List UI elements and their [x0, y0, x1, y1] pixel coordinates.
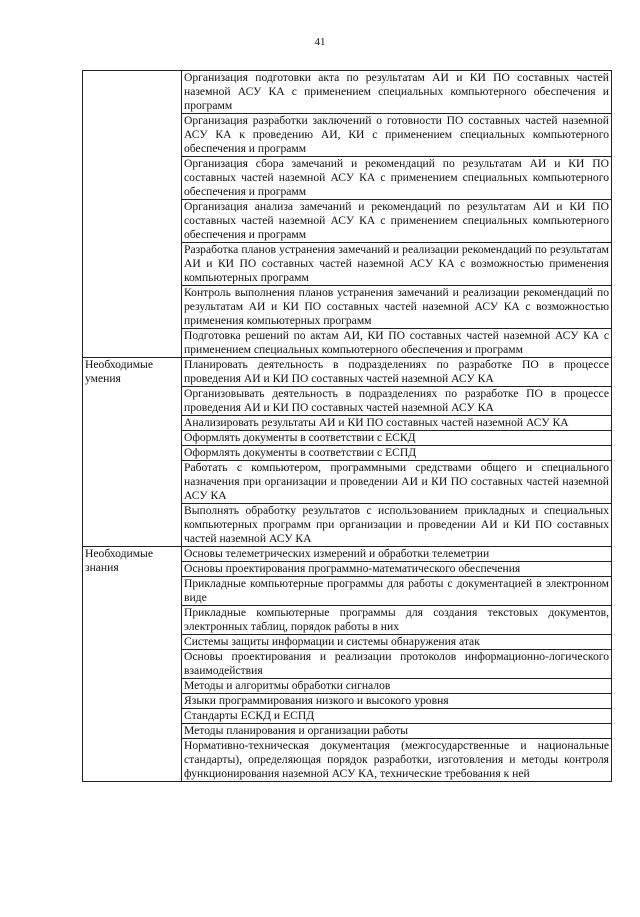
requirement-text: Организация сбора замечаний и рекомендаций по результатам АИ и КИ ПО составных частей наземной АСУ КА с применением специальных компьютерного обеспечения и программ: [182, 157, 612, 200]
requirement-text: Прикладные компьютерные программы для работы с документацией в электронном виде: [182, 577, 612, 606]
requirement-text: Основы проектирования программно-математического обеспечения: [182, 562, 612, 577]
requirement-text: Планировать деятельность в подразделениях по разработке ПО в процессе проведения АИ и КИ ПО составных частей наземной АСУ КА: [182, 358, 612, 387]
requirement-text: Основы проектирования и реализации протоколов информационно-логического взаимодействия: [182, 650, 612, 679]
section-label: Необходимые знания: [83, 547, 182, 782]
section-label: [83, 71, 182, 358]
requirement-text: Контроль выполнения планов устранения замечаний и реализации рекомендаций по результатам АИ и КИ ПО составных частей наземной АСУ КА с возможностью применения компьютерных программ: [182, 286, 612, 329]
requirement-text: Организация разработки заключений о готовности ПО составных частей наземной АСУ КА к проведению АИ, КИ с применением специальных компьютерного обеспечения и программ: [182, 114, 612, 157]
requirement-text: Разработка планов устранения замечаний и реализации рекомендаций по результатам АИ и КИ ПО составных частей наземной АСУ КА с возможностью применения компьютерных программ: [182, 243, 612, 286]
requirement-text: Методы планирования и организации работы: [182, 724, 612, 739]
requirement-text: Организация анализа замечаний и рекомендаций по результатам АИ и КИ ПО составных частей наземной АСУ КА с применением специальных компьютерного обеспечения и программ: [182, 200, 612, 243]
requirement-text: Оформлять документы в соответствии с ЕСКД: [182, 431, 612, 446]
requirement-text: Организовывать деятельность в подразделениях по разработке ПО в процессе проведения АИ и КИ ПО составных частей наземной АСУ КА: [182, 387, 612, 416]
requirement-text: Основы телеметрических измерений и обработки телеметрии: [182, 547, 612, 562]
competency-table: [82, 70, 612, 782]
requirement-text: Прикладные компьютерные программы для создания текстовых документов, электронных таблиц, порядок работы в них: [182, 606, 612, 635]
table-row: [83, 547, 612, 562]
requirement-text: Подготовка решений по актам АИ, КИ ПО составных частей наземной АСУ КА с применением специальных компьютерного обеспечения и программ: [182, 329, 612, 358]
requirement-text: Языки программирования низкого и высокого уровня: [182, 694, 612, 709]
requirement-text: Методы и алгоритмы обработки сигналов: [182, 679, 612, 694]
requirement-text: Стандарты ЕСКД и ЕСПД: [182, 709, 612, 724]
requirement-text: Оформлять документы в соответствии с ЕСПД: [182, 446, 612, 461]
table-row: [83, 358, 612, 387]
requirement-text: Системы защиты информации и системы обнаружения атак: [182, 635, 612, 650]
requirement-text: Анализировать результаты АИ и КИ ПО составных частей наземной АСУ КА: [182, 416, 612, 431]
table-row: [83, 71, 612, 114]
requirement-text: Организация подготовки акта по результатам АИ и КИ ПО составных частей наземной АСУ КА с применением специальных компьютерного обеспечения и программ: [182, 71, 612, 114]
page-number: 41: [314, 36, 326, 48]
requirement-text: Выполнять обработку результатов с использованием прикладных и специальных компьютерных программ при организации и проведении АИ и КИ ПО составных частей наземной АСУ КА: [182, 504, 612, 547]
requirement-text: Нормативно-техническая документация (межгосударственные и национальные стандарты), определяющая порядок разработки, изготовления и методы контроля функционирования наземной АСУ КА, технические требования к ней: [182, 739, 612, 782]
section-label: Необходимые умения: [83, 358, 182, 547]
requirement-text: Работать с компьютером, программными средствами общего и специального назначения при организации и проведении АИ и КИ ПО составных частей наземной АСУ КА: [182, 461, 612, 504]
